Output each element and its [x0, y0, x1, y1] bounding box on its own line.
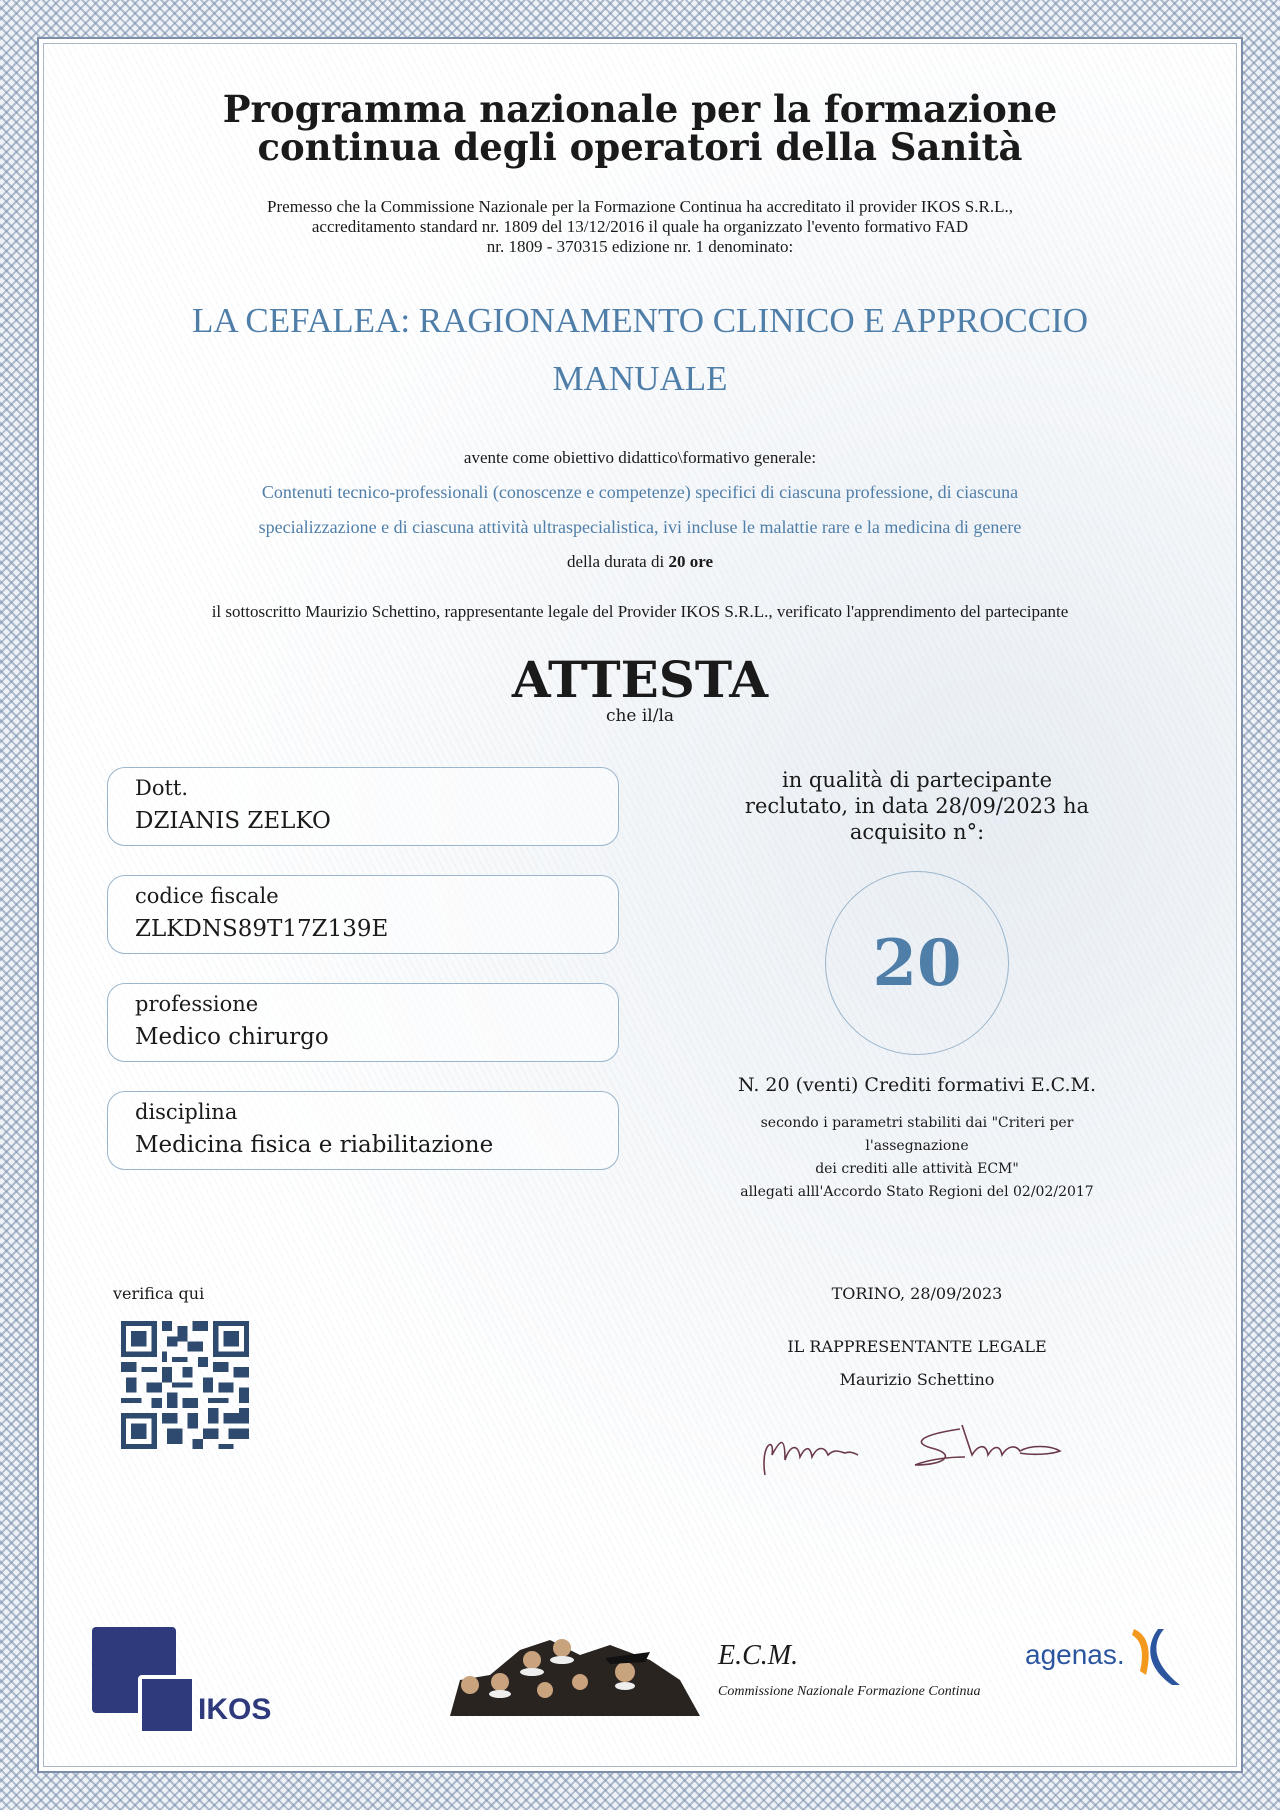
agenas-logo — [1025, 1627, 1185, 1687]
ecm-subtitle: Commissione Nazionale Formazione Continua — [718, 1684, 981, 1699]
objective-text — [0, 475, 1280, 545]
field-value: ZLKDNS89T17Z139E — [135, 916, 389, 942]
signatory-name: Maurizio Schettino — [839, 1370, 995, 1389]
field-label: codice fiscale — [135, 884, 279, 908]
handwritten-signature — [750, 1415, 1080, 1485]
statement: il sottoscritto Maurizio Schettino, rappresentante legale del Provider IKOS S.R.L., verificato l'apprendimento del partecipante — [211, 602, 1069, 621]
premise-line: accreditamento standard nr. 1809 del 13/12/2016 il quale ha organizzato l'evento formativo FAD — [311, 217, 969, 236]
qr-code[interactable] — [121, 1321, 249, 1449]
agenas-mark-icon — [1130, 1627, 1185, 1687]
field-label: professione — [135, 992, 259, 1016]
criteria-line: secondo i parametri stabiliti dai "Criteri per — [760, 1115, 1074, 1131]
premise-text — [0, 197, 1280, 257]
duration-value: 20 ore — [668, 552, 714, 571]
duration — [0, 552, 1280, 572]
criteria-line: dei crediti alle attività ECM" — [815, 1161, 1019, 1177]
agenas-logo-text: agenas. — [1025, 1639, 1125, 1670]
credits-intro-line: acquisito n°: — [849, 820, 985, 844]
place-date: TORINO, 28/09/2023 — [831, 1284, 1003, 1303]
objective-intro: avente come obiettivo didattico\formativo generale: — [463, 448, 817, 467]
field-value: Medicina fisica e riabilitazione — [135, 1132, 494, 1158]
anatomy-lesson-painting — [450, 1630, 700, 1716]
course-title-line: MANUALE — [552, 359, 728, 398]
ikos-logo-text: IKOS — [198, 1693, 272, 1726]
signatory-role: IL RAPPRESENTANTE LEGALE — [787, 1337, 1047, 1356]
credits-criteria — [700, 1112, 1134, 1204]
objective-line: Contenuti tecnico-professionali (conoscenze e competenze) specifici di ciascuna professione, di ciascuna — [261, 482, 1019, 502]
field-label: Dott. — [135, 776, 189, 800]
field-value: DZIANIS ZELKO — [135, 808, 331, 834]
attesta-heading: ATTESTA — [511, 650, 769, 709]
field-label: disciplina — [135, 1100, 238, 1124]
credits-summary: N. 20 (venti) Crediti formativi E.C.M. — [737, 1074, 1097, 1096]
course-title — [0, 292, 1280, 408]
verify-label: verifica qui — [113, 1284, 205, 1303]
criteria-line: l'assegnazione — [865, 1138, 969, 1154]
field-name — [107, 767, 619, 846]
premise-line: nr. 1809 - 370315 edizione nr. 1 denominato: — [486, 237, 794, 256]
premise-line: Premesso che la Commissione Nazionale per la Formazione Continua ha accreditato il provider IKOS S.R.L., — [267, 197, 1013, 216]
objective-line: specializzazione e di ciascuna attività ultraspecialistica, ivi incluse le malattie rare e la medicina di genere — [258, 517, 1022, 537]
title-line: Programma nazionale per la formazione — [222, 87, 1058, 131]
ikos-logo — [92, 1627, 272, 1727]
certificate-title — [0, 87, 1280, 169]
course-title-line: LA CEFALEA: RAGIONAMENTO CLINICO E APPROCCIO — [191, 301, 1089, 340]
credits-intro-line: in qualità di partecipante — [781, 768, 1052, 792]
field-disciplina — [107, 1091, 619, 1170]
field-codice-fiscale — [107, 875, 619, 954]
credits-intro-line: reclutato, in data 28/09/2023 ha — [744, 794, 1090, 818]
che-il-la: che il/la — [605, 706, 675, 726]
title-line: continua degli operatori della Sanità — [257, 125, 1023, 169]
duration-prefix: della durata di — [566, 552, 669, 571]
field-professione — [107, 983, 619, 1062]
credits-number: 20 — [872, 925, 962, 1001]
credits-circle — [825, 871, 1009, 1055]
criteria-line: allegati alll'Accordo Stato Regioni del 02/02/2017 — [740, 1184, 1094, 1200]
credits-intro — [700, 767, 1134, 845]
field-value: Medico chirurgo — [135, 1024, 329, 1050]
ecm-logo-text: E.C.M. — [718, 1640, 799, 1671]
